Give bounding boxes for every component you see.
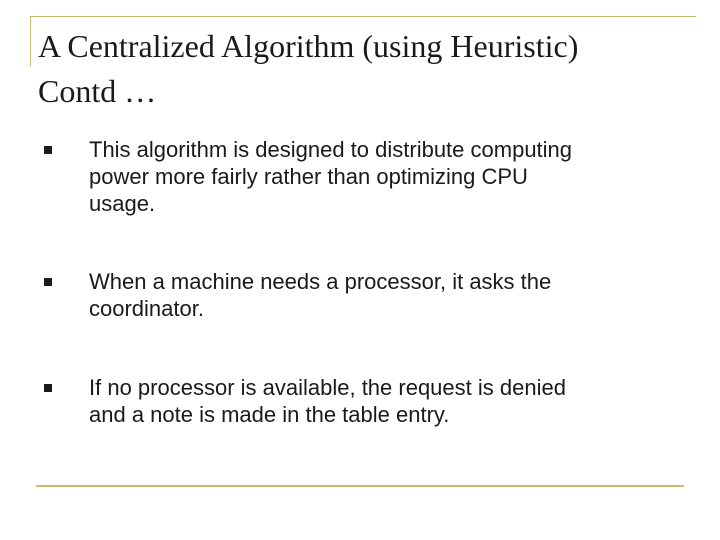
square-bullet-icon bbox=[44, 146, 52, 154]
bullet-text bbox=[89, 136, 689, 217]
top-divider-line bbox=[30, 16, 696, 17]
slide-title-line-2: Contd … bbox=[38, 73, 157, 109]
left-divider-line bbox=[30, 16, 31, 66]
slide-title-line-1: A Centralized Algorithm (using Heuristic) bbox=[38, 28, 579, 64]
bullet-text-line: coordinator. bbox=[89, 296, 204, 321]
bullet-text-line: This algorithm is designed to distribute computing bbox=[89, 137, 573, 162]
bottom-divider-line bbox=[36, 485, 684, 487]
bullet-text bbox=[89, 268, 689, 322]
square-bullet-icon bbox=[44, 384, 52, 392]
bullet-text-line: power more fairly rather than optimizing CPU bbox=[89, 164, 528, 189]
slide-title bbox=[38, 24, 688, 114]
bullet-text bbox=[89, 374, 689, 428]
bullet-text-line: usage. bbox=[89, 191, 156, 216]
bullet-text-line: When a machine needs a processor, it asks the bbox=[89, 269, 552, 294]
bullet-text-line: If no processor is available, the request is denied bbox=[89, 375, 566, 400]
bullet-text-line: and a note is made in the table entry. bbox=[89, 402, 450, 427]
square-bullet-icon bbox=[44, 278, 52, 286]
